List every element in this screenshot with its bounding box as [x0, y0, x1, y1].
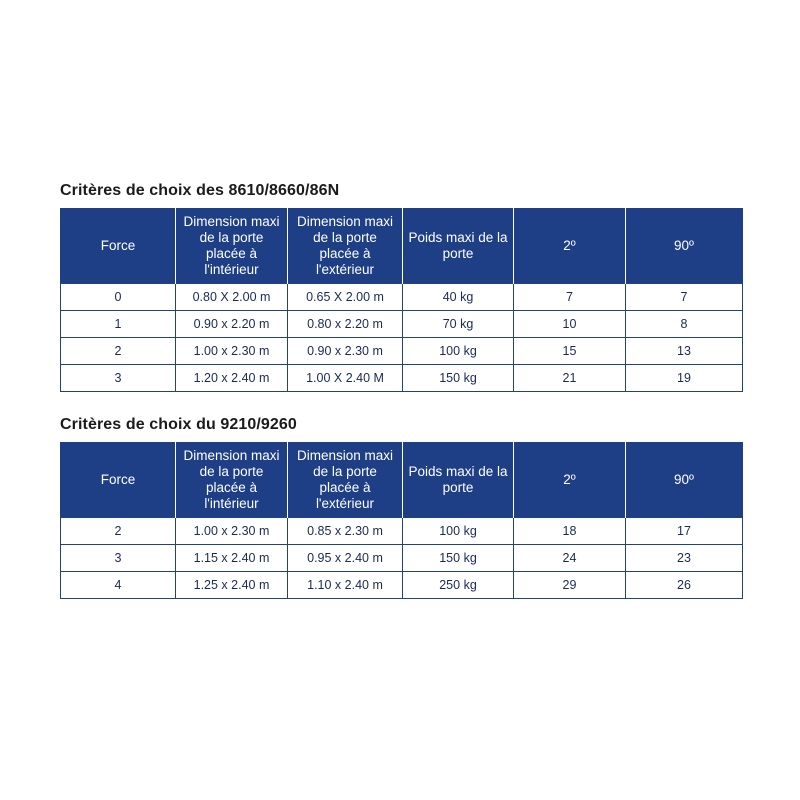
table-row — [61, 338, 743, 365]
cell-dimension-exterior: 1.10 x 2.40 m — [288, 572, 403, 599]
cell-dimension-exterior: 0.65 X 2.00 m — [288, 284, 403, 311]
cell-dimension-exterior: 0.85 x 2.30 m — [288, 518, 403, 545]
header-force: Force — [61, 442, 176, 518]
header-dimension-exterior: Dimension maxi de la porte placée à l'extérieur — [288, 208, 403, 284]
cell-max-weight: 70 kg — [403, 311, 514, 338]
cell-max-weight: 100 kg — [403, 338, 514, 365]
header-max-weight: Poids maxi de la porte — [403, 442, 514, 518]
cell-dimension-interior: 1.00 x 2.30 m — [176, 518, 288, 545]
cell-dimension-interior: 1.00 x 2.30 m — [176, 338, 288, 365]
cell-force: 2 — [61, 338, 176, 365]
table-row — [61, 311, 743, 338]
cell-max-weight: 150 kg — [403, 365, 514, 392]
header-90-degrees: 90º — [626, 442, 743, 518]
cell-max-weight: 100 kg — [403, 518, 514, 545]
cell-dimension-exterior: 0.95 x 2.40 m — [288, 545, 403, 572]
cell-force: 4 — [61, 572, 176, 599]
spec-table — [60, 208, 743, 392]
header-2-degrees: 2º — [514, 442, 626, 518]
cell-force: 2 — [61, 518, 176, 545]
cell-force: 3 — [61, 365, 176, 392]
cell-max-weight: 250 kg — [403, 572, 514, 599]
header-dimension-interior: Dimension maxi de la porte placée à l'intérieur — [176, 208, 288, 284]
cell-dimension-interior: 0.80 X 2.00 m — [176, 284, 288, 311]
table-header-row — [61, 208, 743, 284]
cell-2-degrees: 7 — [514, 284, 626, 311]
cell-90-degrees: 19 — [626, 365, 743, 392]
section-title: Critères de choix du 9210/9260 — [60, 416, 297, 433]
cell-dimension-interior: 1.15 x 2.40 m — [176, 545, 288, 572]
cell-2-degrees: 24 — [514, 545, 626, 572]
cell-90-degrees: 13 — [626, 338, 743, 365]
cell-dimension-interior: 0.90 x 2.20 m — [176, 311, 288, 338]
cell-90-degrees: 26 — [626, 572, 743, 599]
cell-90-degrees: 8 — [626, 311, 743, 338]
selection-criteria-9210-section — [60, 414, 743, 599]
cell-2-degrees: 18 — [514, 518, 626, 545]
cell-dimension-exterior: 1.00 X 2.40 M — [288, 365, 403, 392]
selection-criteria-8610-section — [60, 180, 743, 392]
cell-dimension-interior: 1.20 x 2.40 m — [176, 365, 288, 392]
cell-max-weight: 150 kg — [403, 545, 514, 572]
cell-2-degrees: 21 — [514, 365, 626, 392]
header-90-degrees: 90º — [626, 208, 743, 284]
spec-table — [60, 442, 743, 599]
cell-90-degrees: 7 — [626, 284, 743, 311]
cell-dimension-interior: 1.25 x 2.40 m — [176, 572, 288, 599]
header-max-weight: Poids maxi de la porte — [403, 208, 514, 284]
cell-dimension-exterior: 0.90 x 2.30 m — [288, 338, 403, 365]
table-row — [61, 518, 743, 545]
header-dimension-interior: Dimension maxi de la porte placée à l'intérieur — [176, 442, 288, 518]
cell-force: 1 — [61, 311, 176, 338]
cell-dimension-exterior: 0.80 x 2.20 m — [288, 311, 403, 338]
header-force: Force — [61, 208, 176, 284]
cell-force: 3 — [61, 545, 176, 572]
cell-2-degrees: 10 — [514, 311, 626, 338]
header-2-degrees: 2º — [514, 208, 626, 284]
section-title: Critères de choix des 8610/8660/86N — [60, 182, 340, 199]
cell-force: 0 — [61, 284, 176, 311]
cell-90-degrees: 17 — [626, 518, 743, 545]
cell-2-degrees: 15 — [514, 338, 626, 365]
cell-90-degrees: 23 — [626, 545, 743, 572]
table-row — [61, 545, 743, 572]
cell-2-degrees: 29 — [514, 572, 626, 599]
table-header-row — [61, 442, 743, 518]
table-row — [61, 284, 743, 311]
table-row — [61, 365, 743, 392]
cell-max-weight: 40 kg — [403, 284, 514, 311]
table-row — [61, 572, 743, 599]
header-dimension-exterior: Dimension maxi de la porte placée à l'extérieur — [288, 442, 403, 518]
